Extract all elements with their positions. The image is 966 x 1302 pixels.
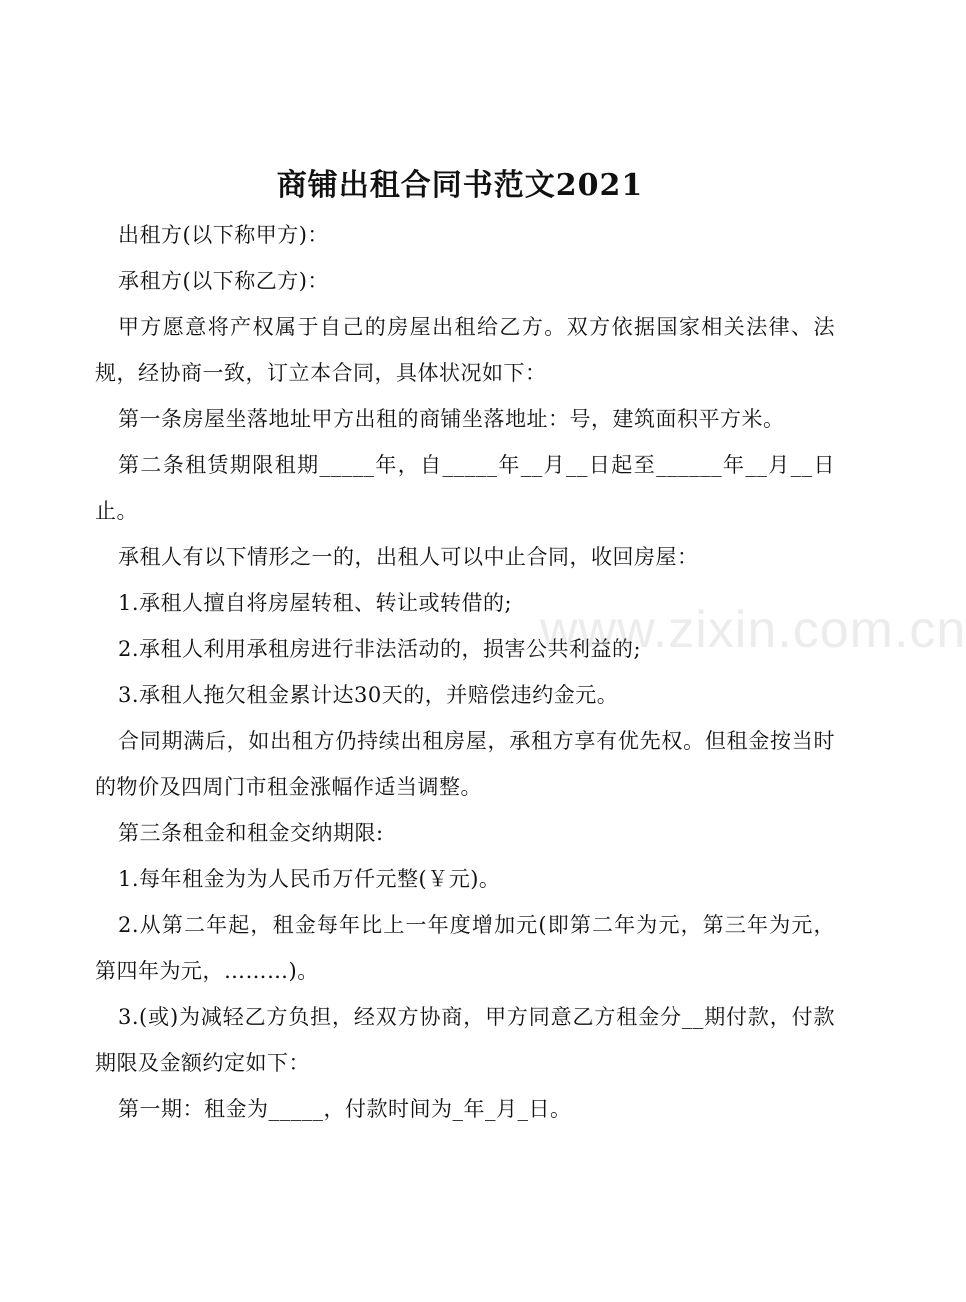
intro-paragraph: 甲方愿意将产权属于自己的房屋出租给乙方。双方依据国家相关法律、法规，经协商一致，订立本合同，具体状况如下： (95, 315, 835, 385)
party-a-line: 出租方(以下称甲方)： (118, 223, 329, 247)
termination-conditions-paragraph: 承租人有以下情形之一的，出租人可以中止合同，收回房屋： (118, 545, 699, 569)
document-body (95, 212, 835, 1132)
rent-item-2-paragraph: 2.从第二年起，租金每年比上一年度增加元(即第二年为元，第三年为元，第四年为元，………)。 (95, 913, 835, 983)
party-b-line: 承租方(以下称乙方)： (118, 269, 329, 293)
rent-item-1-paragraph: 1.每年租金为为人民币万仟元整(￥元)。 (118, 867, 501, 891)
article-1-paragraph: 第一条房屋坐落地址甲方出租的商铺坐落地址：号，建筑面积平方米。 (118, 407, 785, 431)
article-3-heading: 第三条租金和租金交纳期限: (118, 821, 384, 845)
document-title: 商铺出租合同书范文2021 (276, 168, 644, 203)
first-installment-paragraph: 第一期：租金为_____，付款时间为_年_月_日。 (118, 1097, 572, 1121)
rent-item-3-paragraph: 3.(或)为减轻乙方负担，经双方协商，甲方同意乙方租金分__期付款，付款期限及金额约定如下： (95, 1005, 835, 1075)
condition-1-paragraph: 1.承租人擅自将房屋转租、转让或转借的; (118, 591, 513, 615)
condition-3-paragraph: 3.承租人拖欠租金累计达30天的，并赔偿违约金元。 (118, 683, 619, 707)
renewal-paragraph: 合同期满后，如出租方仍持续出租房屋，承租方享有优先权。但租金按当时的物价及四周门市租金涨幅作适当调整。 (95, 729, 835, 799)
condition-2-paragraph: 2.承租人利用承租房进行非法活动的，损害公共利益的; (118, 637, 642, 661)
article-2-paragraph: 第二条租赁期限租期_____年，自_____年__月__日起至______年__月__日止。 (95, 453, 835, 523)
watermark: www.zixin.com.cn (540, 601, 966, 659)
